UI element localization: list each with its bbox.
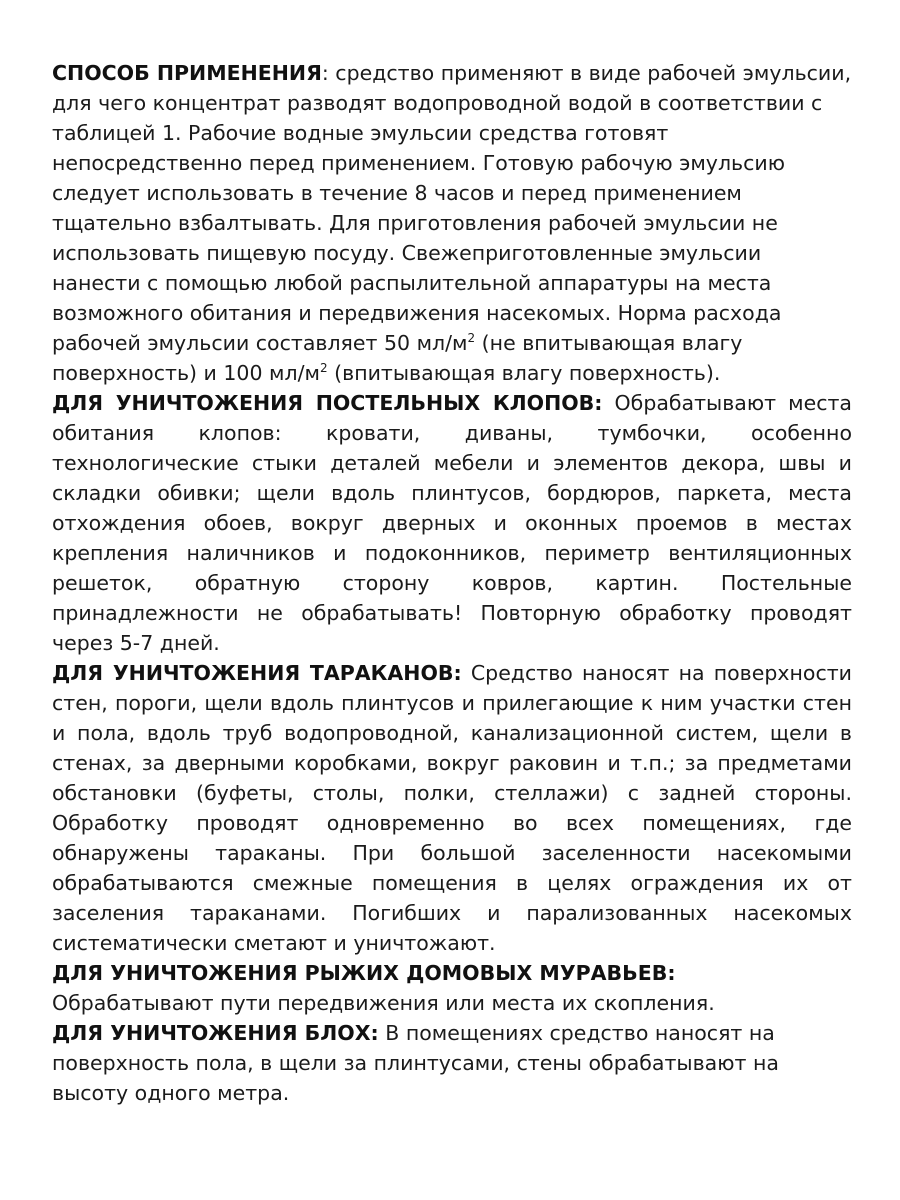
instruction-document: [52, 58, 852, 1108]
section-heading: ДЛЯ УНИЧТОЖЕНИЯ ТАРАКАНОВ:: [52, 661, 462, 685]
superscript: 2: [467, 331, 476, 345]
section-application-method: [52, 58, 852, 388]
superscript: 2: [319, 361, 328, 375]
section-heading: ДЛЯ УНИЧТОЖЕНИЯ ПОСТЕЛЬНЫХ КЛОПОВ:: [52, 391, 603, 415]
section-body: В помещениях средство наносят на поверхность пола, в щели за плинтусами, стены обрабатывают на высоту одного метра.: [52, 1021, 779, 1105]
section-fleas: [52, 1018, 852, 1108]
section-body: Обрабатывают пути передвижения или места их скопления.: [52, 991, 715, 1015]
section-heading: СПОСОБ ПРИМЕНЕНИЯ: [52, 61, 322, 85]
section-heading: ДЛЯ УНИЧТОЖЕНИЯ РЫЖИХ ДОМОВЫХ МУРАВЬЕВ:: [52, 961, 676, 985]
section-body: (впитывающая влагу поверхность).: [327, 361, 721, 385]
section-body: Средство наносят на поверхности стен, пороги, щели вдоль плинтусов и прилегающие к ним участки стен и пола, вдоль труб водопроводной, канализационной систем, щели в стенах, за дверными коробками, вокруг раковин и т.п.; за предметами обстановки (буфеты, столы, полки, стеллажи) с задней стороны. Обработку проводят одновременно во всех помещениях, где обнаружены тараканы. При большой заселенности насекомыми обрабатываются смежные помещения в целях ограждения их от заселения тараканами. Погибших и парализованных насекомых систематически сметают и уничтожают.: [52, 661, 852, 955]
section-bed-bugs: [52, 388, 852, 658]
section-body: : средство применяют в виде рабочей эмульсии, для чего концентрат разводят водопроводной водой в соответствии с таблицей 1. Рабочие водные эмульсии средства готовят непосредственно перед применением. Готовую рабочую эмульсию следует использовать в течение 8 часов и перед применением тщательно взбалтывать. Для приготовления рабочей эмульсии не использовать пищевую посуду. Свежеприготовленные эмульсии нанести с помощью любой распылительной аппаратуры на места возможного обитания и передвижения насекомых. Норма расхода рабочей эмульсии составляет 50 мл/м: [52, 61, 852, 355]
section-heading: ДЛЯ УНИЧТОЖЕНИЯ БЛОХ:: [52, 1021, 379, 1045]
section-cockroaches: [52, 658, 852, 958]
section-body: Обрабатывают места обитания клопов: кровати, диваны, тумбочки, особенно технологические стыки деталей мебели и элементов декора, швы и складки обивки; щели вдоль плинтусов, бордюров, паркета, места отхождения обоев, вокруг дверных и оконных проемов в местах крепления наличников и подоконников, периметр вентиляционных решеток, обратную сторону ковров, картин. Постельные принадлежности не обрабатывать! Повторную обработку проводят через 5-7 дней.: [52, 391, 852, 655]
section-body: (не впитывающая влагу поверхность) и 100 мл/м: [52, 331, 743, 385]
section-ants: [52, 958, 852, 1018]
